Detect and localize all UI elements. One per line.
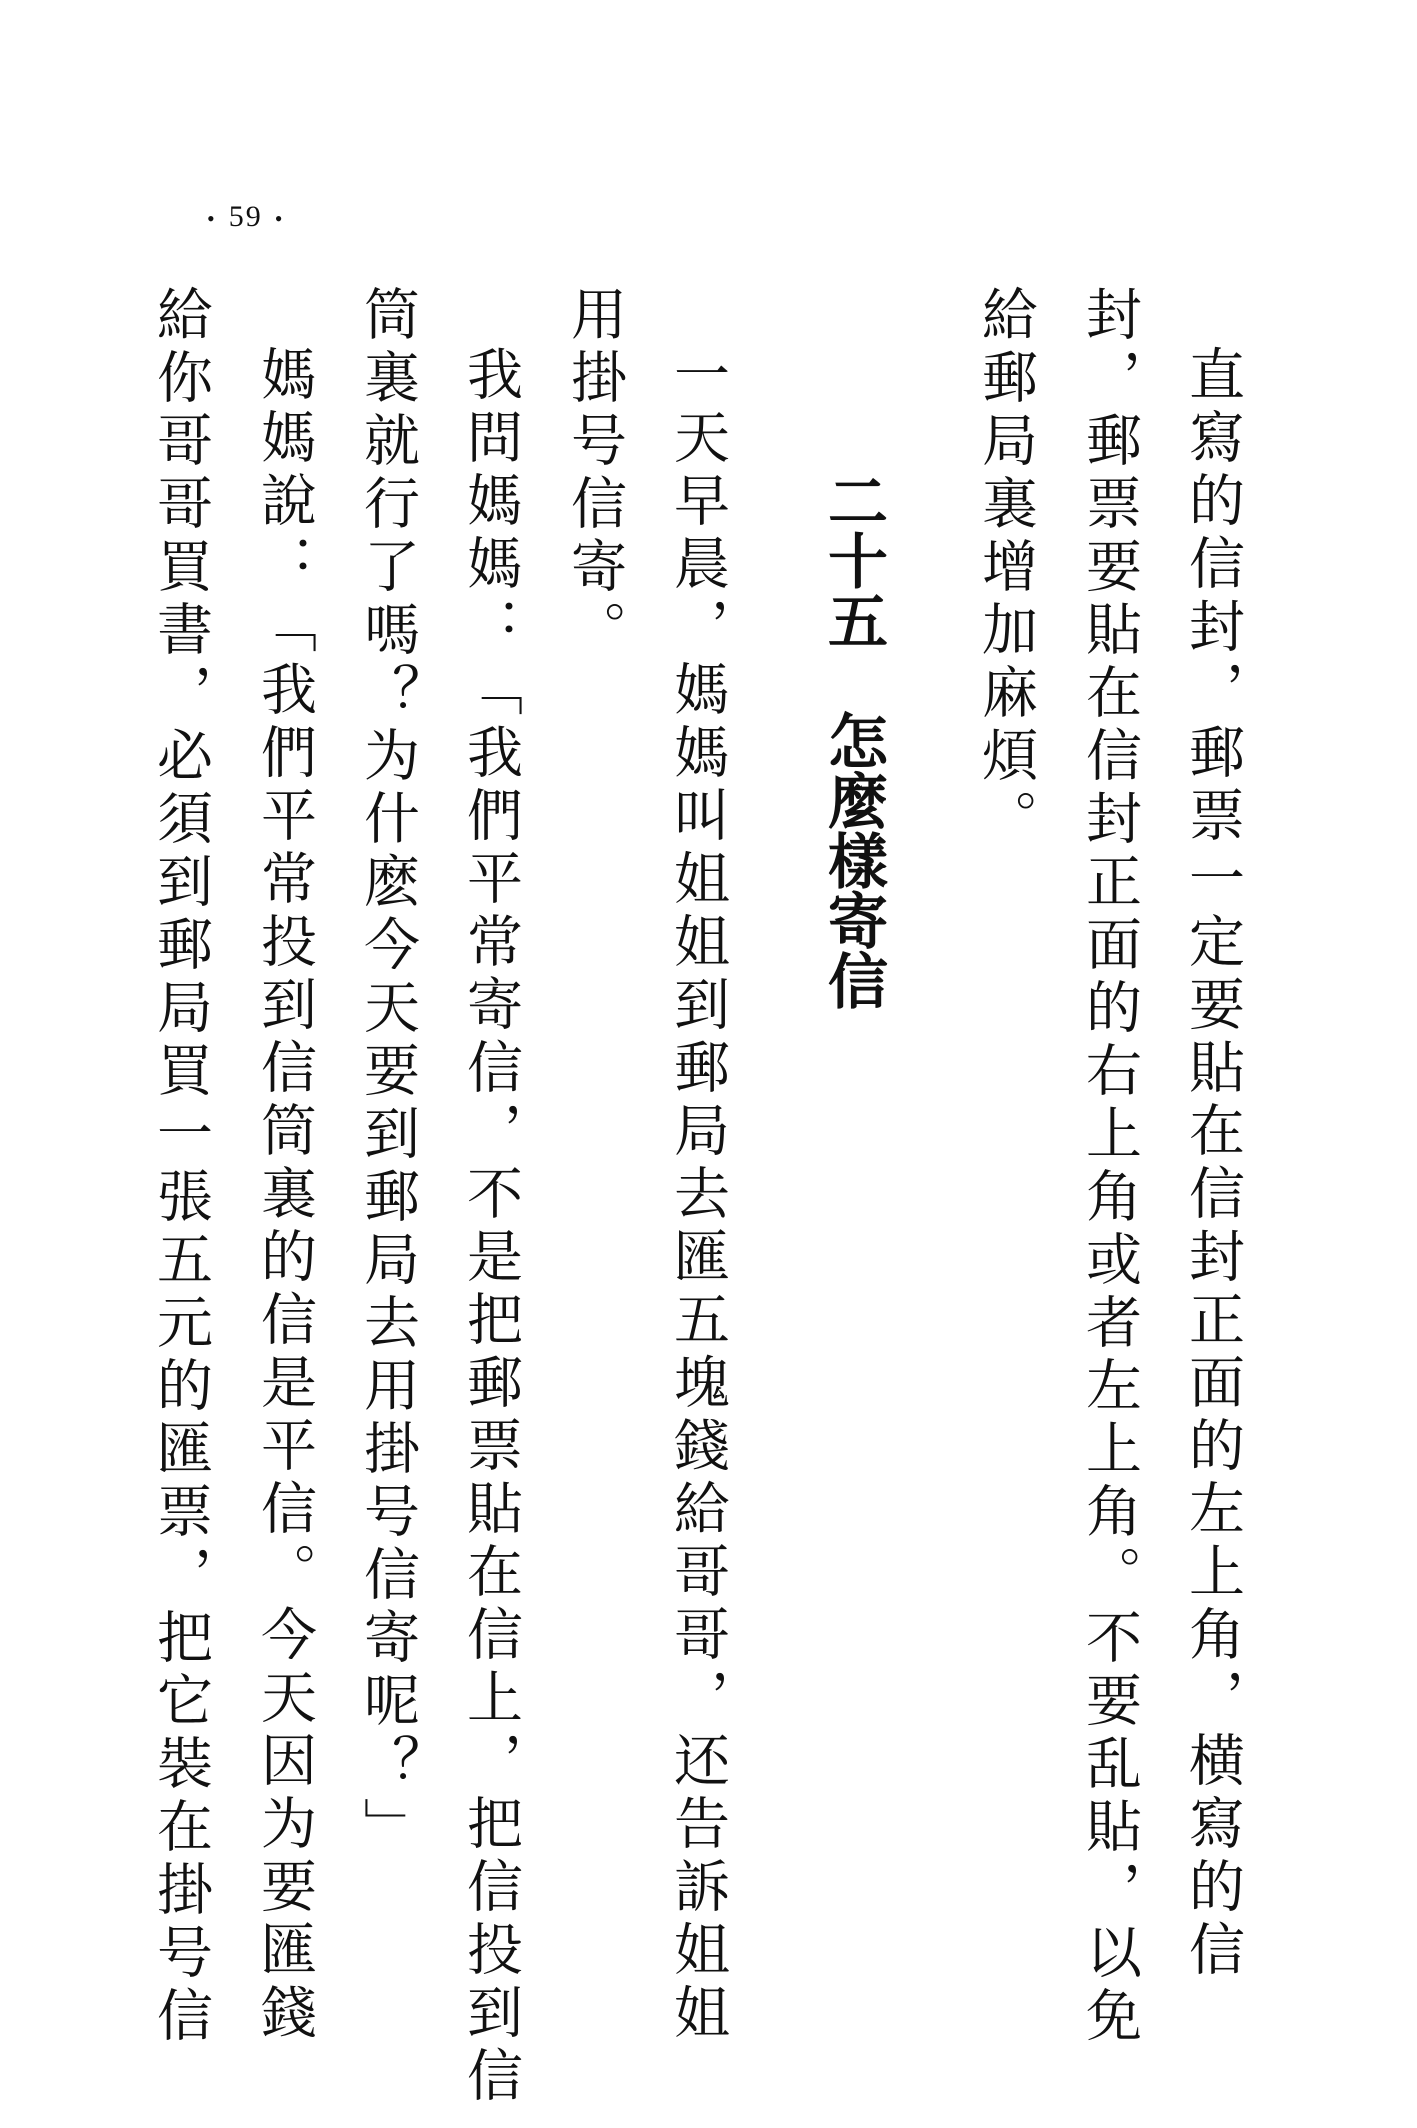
page-number-dot-left: • (207, 206, 217, 232)
text-column: 筒裏就行了嗎？为什麽今天要到郵局去用掛号信寄呢？」 (355, 285, 420, 1860)
page-number-dot-right: • (274, 206, 285, 232)
text-column: 用掛号信寄。 (562, 285, 627, 663)
text-column: 給郵局裏增加麻煩。 (973, 285, 1038, 852)
text-column: 封，郵票要貼在信封正面的右上角或者左上角。不要乱貼，以免 (1077, 285, 1142, 2049)
section-number: 二十五 (818, 470, 888, 650)
text-column: 一天早晨，媽媽叫姐姐到郵局去匯五塊錢給哥哥，还告訴姐姐 (665, 345, 730, 2046)
text-column: 媽媽說：「我們平常投到信筒裏的信是平信。今天因为要匯錢 (252, 345, 317, 2046)
page-number-value: 59 (228, 200, 263, 233)
text-column: 給你哥哥買書，必須到郵局買一張五元的匯票，把它裝在掛号信 (148, 285, 213, 2049)
section-title: 怎麼樣寄信 (818, 710, 888, 1010)
text-column: 我問媽媽：「我們平常寄信，不是把郵票貼在信上，把信投到信 (458, 345, 523, 2109)
section-heading (820, 470, 886, 1010)
page-number (195, 200, 296, 234)
text-column: 直寫的信封，郵票一定要貼在信封正面的左上角，横寫的信 (1180, 345, 1245, 1983)
